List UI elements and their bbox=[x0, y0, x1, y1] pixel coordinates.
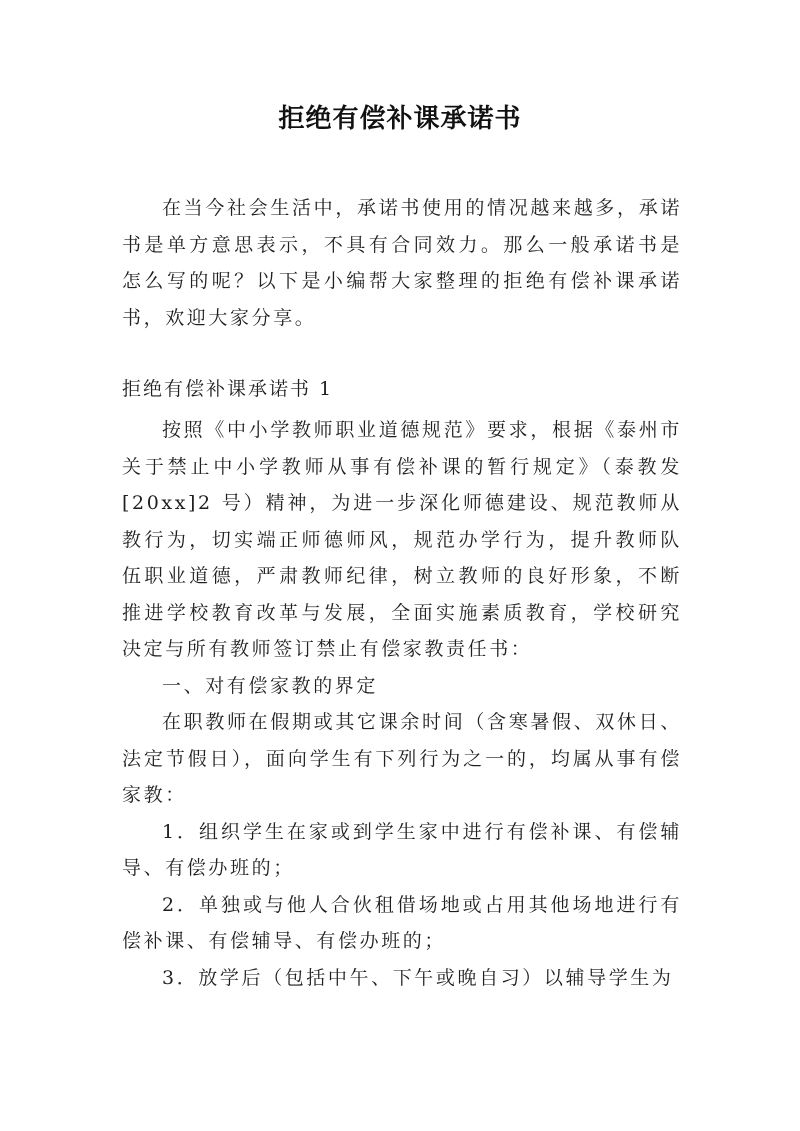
section-heading: 拒绝有偿补课承诺书 1 bbox=[122, 378, 334, 400]
paragraph-purpose: 按照《中小学教师职业道德规范》要求，根据《泰州市关于禁止中小学教师从事有偿补课的暂行规定》（泰教发[20xx]2 号）精神，为进一步深化师德建设、规范教师从教行为，切实端正师德师风，规范办学行为，提升教师队伍职业道德，严肃教师纪律，树立教师的良好形象，不断推进学校教育改革与发展，全面实施素质教育，学校研究决定与所有教师签订禁止有偿家教责任书： bbox=[122, 419, 682, 660]
paragraph-item-2: 2．单独或与他人合伙租借场地或占用其他场地进行有偿补课、有偿辅导、有偿办班的； bbox=[122, 893, 682, 952]
document-title: 拒绝有偿补课承诺书 bbox=[278, 104, 522, 134]
main-content bbox=[122, 412, 682, 996]
intro-paragraph: 在当今社会生活中，承诺书使用的情况越来越多，承诺书是单方意思表示，不具有合同效力。那么一般承诺书是怎么写的呢？以下是小编帮大家整理的拒绝有偿补课承诺书，欢迎大家分享。 bbox=[122, 197, 682, 329]
paragraph-item-1: 1．组织学生在家或到学生家中进行有偿补课、有偿辅导、有偿办班的； bbox=[122, 820, 682, 879]
paragraph-section-one-heading: 一、对有偿家教的界定 bbox=[162, 674, 379, 697]
paragraph-definition: 在职教师在假期或其它课余时间（含寒暑假、双休日、法定节假日），面向学生有下列行为之一的，均属从事有偿家教： bbox=[122, 711, 682, 806]
paragraph-item-3: 3．放学后（包括中午、下午或晚自习）以辅导学生为 bbox=[162, 966, 674, 989]
